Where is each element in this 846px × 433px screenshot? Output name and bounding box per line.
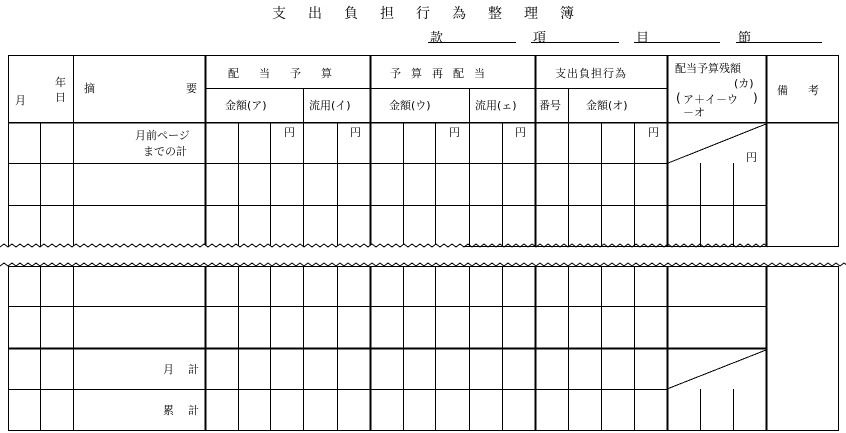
col-amount-a: 金額(ア) xyxy=(225,99,267,112)
col-haito-yosan: 配当予算 xyxy=(228,67,352,80)
yen-unit-i: 円 xyxy=(350,126,361,139)
col-amount-u: 金額(ウ) xyxy=(389,99,431,112)
col-remarks: 備考 xyxy=(777,84,839,97)
col-yosan-saihaito: 予算再配当 xyxy=(390,67,495,80)
break-zigzag xyxy=(0,244,846,266)
col-zangaku: 配当予算残額 xyxy=(675,62,741,75)
field-kou-label: 項 xyxy=(533,31,547,46)
field-moku-label: 目 xyxy=(636,31,650,46)
col-shishutsu-futan: 支出負担行為 xyxy=(555,67,627,80)
yen-unit-o: 円 xyxy=(648,126,659,139)
col-zangaku-ka: (カ) xyxy=(734,77,754,90)
col-day: 日 xyxy=(55,91,66,104)
col-formula-2: －オ xyxy=(683,106,705,119)
yen-unit-a: 円 xyxy=(284,126,295,139)
col-number: 番号 xyxy=(539,99,561,112)
col-month: 月 xyxy=(15,94,26,107)
formula-open-paren-icon: ( xyxy=(676,91,681,105)
yen-unit-u: 円 xyxy=(449,126,460,139)
field-setsu-label: 節 xyxy=(738,31,752,46)
col-year: 年 xyxy=(55,76,66,89)
col-ryuyo-e: 流用(ェ) xyxy=(475,99,517,112)
upper-frame xyxy=(9,56,839,247)
formula-close-paren-icon: ) xyxy=(753,91,758,105)
row-monthly-total: 月計 xyxy=(163,363,213,376)
row-carry-label-2: までの計 xyxy=(143,145,187,158)
col-summary-2: 要 xyxy=(186,82,197,95)
col-summary: 摘 xyxy=(84,82,95,95)
document-title: 支出負担行為整理簿 xyxy=(272,6,596,22)
col-amount-o: 金額(オ) xyxy=(586,99,628,112)
col-formula-1: ア＋イ－ウ xyxy=(683,93,738,106)
field-kan-label: 款 xyxy=(430,31,444,46)
row-carry-label-1: 月前ページ xyxy=(135,129,190,142)
row-cumulative-total: 累計 xyxy=(163,404,213,417)
col-ryuyo-i: 流用(イ) xyxy=(309,99,351,112)
yen-unit-e: 円 xyxy=(515,126,526,139)
yen-unit-ka: 円 xyxy=(746,151,757,164)
